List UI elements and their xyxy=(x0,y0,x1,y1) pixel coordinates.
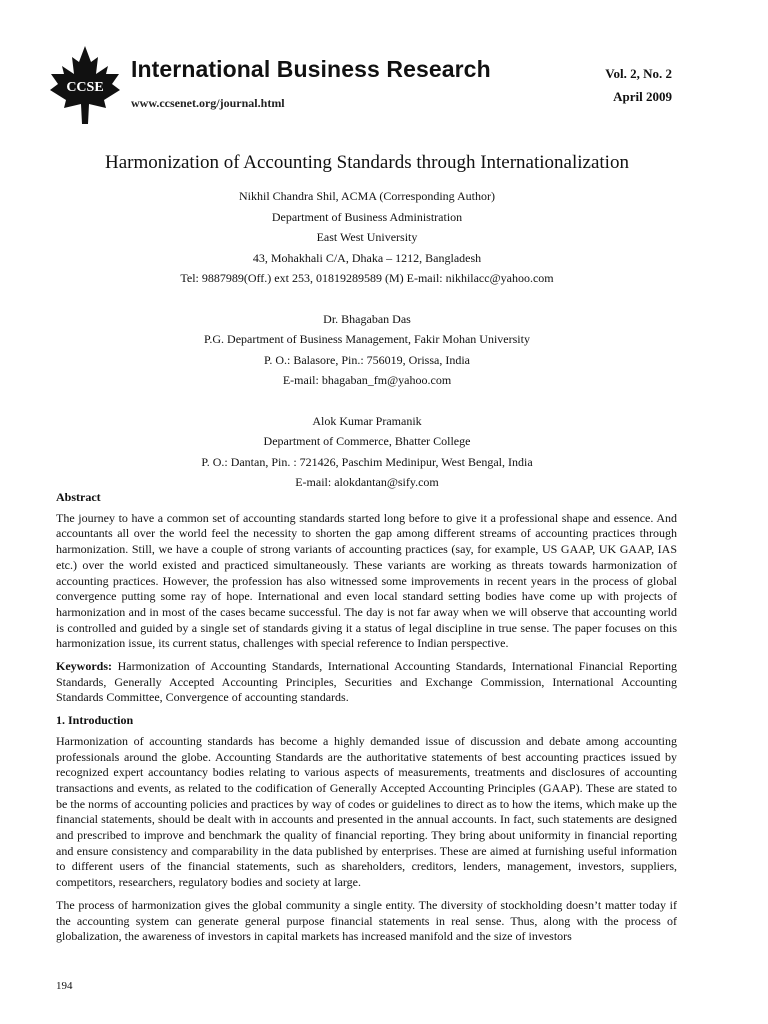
introduction-heading: 1. Introduction xyxy=(56,713,134,728)
author-email: E-mail: bhagaban_fm@yahoo.com xyxy=(282,373,452,387)
author-department: Department of Commerce, Bhatter College xyxy=(263,434,471,448)
keywords-label: Keywords: xyxy=(56,659,112,674)
spacer xyxy=(0,391,734,411)
introduction-paragraph: Harmonization of accounting standards has become a highly demanded issue of discussion and debate among accounting professionals around the globe. Accounting Standards are the authoritative statements of best accounting practices issued by recognized expert accountancy bodies relating to various aspects of measurements, treatments and disclosures of accounting transactions and events, as related to the codification of Generally Accepted Accounting Principles (GAAP). These are stated to be the norms of accounting policies and practices by way of codes or guidelines to direct as to how the items, which make up the financial statements, should be dealt with in accounts and presented in the annual accounts. In fact, such statements are designed and prescribed to improve and benchmark the quality of financial reporting. They bring about uniformity in financial reporting and ensure consistency and comparability in the data published by enterprises. These are aimed at furnishing useful information to different users of the financial statements, such as shareholders, creditors, lenders, management, investors, suppliers, competitors, researchers, regulatory bodies and society at large. xyxy=(56,733,677,890)
author-name: Alok Kumar Pramanik xyxy=(312,413,422,428)
page-number: 194 xyxy=(56,980,73,992)
author-address: P. O.: Balasore, Pin.: 756019, Orissa, India xyxy=(264,352,470,367)
logo-text: CCSE xyxy=(66,80,104,95)
author-3 xyxy=(0,411,734,493)
author-institution: East West University xyxy=(316,230,418,244)
journal-url[interactable]: www.ccsenet.org/journal.html xyxy=(131,96,285,110)
author-email: E-mail: alokdantan@sify.com xyxy=(295,475,439,489)
spacer xyxy=(0,289,734,309)
ccse-logo xyxy=(48,44,122,126)
paper-title: Harmonization of Accounting Standards through Internationalization xyxy=(105,152,629,173)
abstract-text: The journey to have a common set of accounting standards started long before to give it a professional shape and essence. And accountants all over the world feel the necessity to shorten the gap among different streams of accounting practices through harmonization. Still, we have a couple of strong variants of accounting practices (say, for example, US GAAP, UK GAAP, IAS etc.) over the world existed and practiced simultaneously. These variants are working as threats towards harmonization of accounting practices. However, the profession has also witnessed some improvements in recent years in the process of global convergence putting some ray of hope. International and even local standard setting bodies have come up with projects of harmonization and in most of the cases became successful. The day is not far away when we will observe that accounting world is controlled and guided by a single set of standards giving it a status of legal discipline in true sense. The paper focuses on this harmonization issue, its current status, challenges with special reference to Indian perspective. xyxy=(56,510,677,651)
author-1 xyxy=(0,186,734,289)
maple-leaf-icon xyxy=(48,44,122,126)
journal-header xyxy=(0,0,768,130)
author-name: Dr. Bhagaban Das xyxy=(323,311,411,326)
author-contact: Tel: 9887989(Off.) ext 253, 01819289589 (M) E-mail: nikhilacc@yahoo.com xyxy=(180,271,554,285)
introduction-paragraph: The process of harmonization gives the global community a single entity. The diversity of stockholding doesn’t matter today if the accounting system can generate general purpose financial statements in real sense. Thus, along with the process of globalization, the awareness of investors in capital markets has increased manifold and the size of investors xyxy=(56,897,677,944)
author-department: Department of Business Administration xyxy=(271,209,463,224)
author-address: P. O.: Dantan, Pin. : 721426, Paschim Medinipur, West Bengal, India xyxy=(201,454,533,469)
author-address: 43, Mohakhali C/A, Dhaka – 1212, Bangladesh xyxy=(252,250,482,265)
author-department: P.G. Department of Business Management, Fakir Mohan University xyxy=(204,332,530,346)
author-block xyxy=(0,186,734,493)
keywords-text: Harmonization of Accounting Standards, International Accounting Standards, International Financial Reporting Standards, Generally Accepted Accounting Principles, Securities and Exchange Commission, International Accounting Standards Committee, Convergence of accounting standards. xyxy=(56,659,677,705)
volume-number: Vol. 2, No. 2 xyxy=(605,66,672,81)
author-2 xyxy=(0,309,734,391)
paper-body xyxy=(56,490,677,952)
author-name: Nikhil Chandra Shil, ACMA (Corresponding Author) xyxy=(239,189,495,203)
abstract-heading: Abstract xyxy=(56,490,101,504)
keywords xyxy=(56,659,677,706)
issue-date: April 2009 xyxy=(613,89,672,104)
journal-name: International Business Research xyxy=(131,56,491,82)
